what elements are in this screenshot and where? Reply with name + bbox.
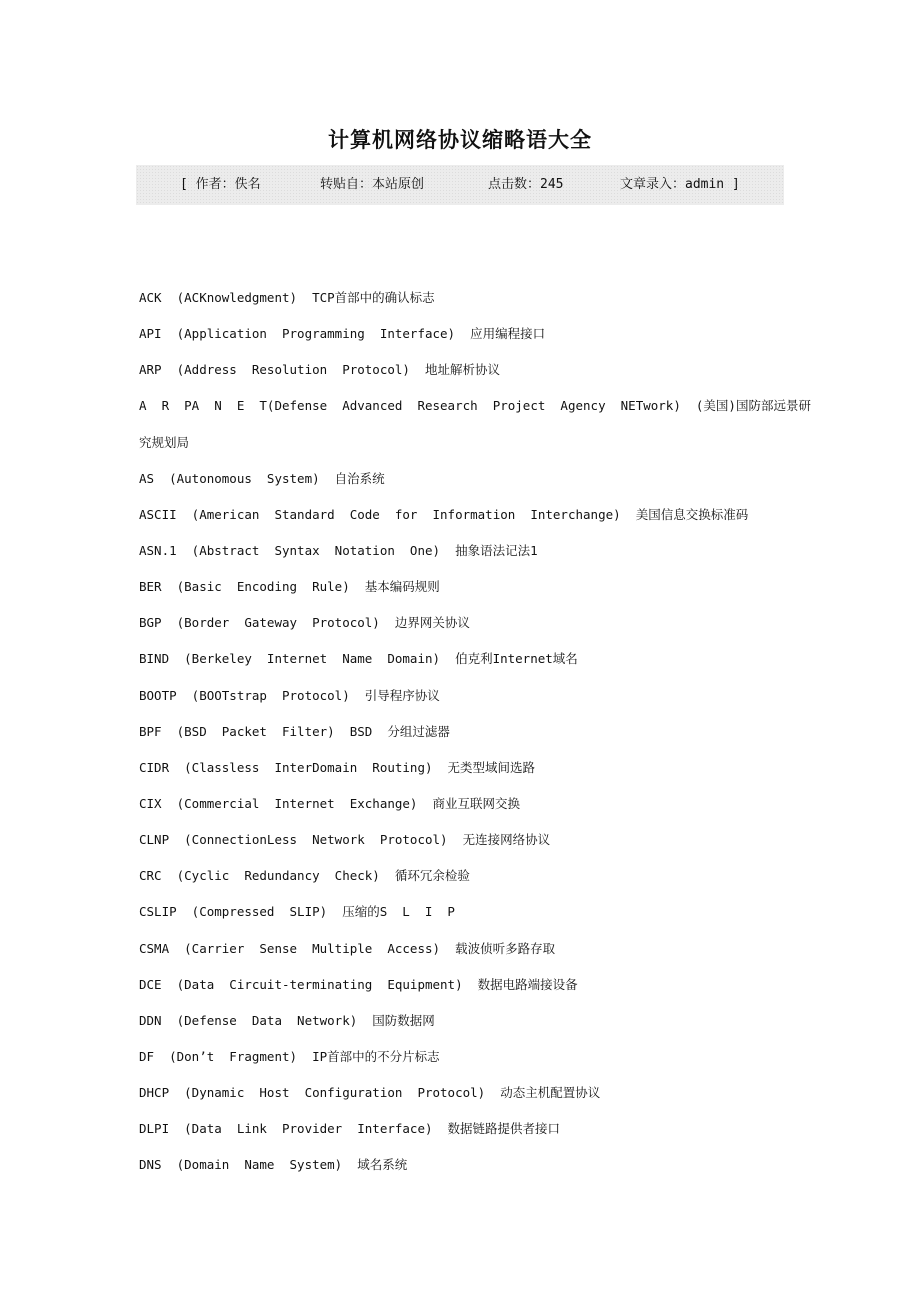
article-meta-bar xyxy=(136,165,784,205)
meta-clicks: 点击数：245 xyxy=(488,177,564,192)
abbreviation-list xyxy=(139,287,811,1191)
abbreviation-entry: DHCP (Dynamic Host Configuration Protocol) 动态主机配置协议 xyxy=(139,1085,601,1101)
abbreviation-entry: DNS (Domain Name System) 域名系统 xyxy=(139,1157,408,1173)
abbreviation-entry: CLNP (ConnectionLess Network Protocol) 无连接网络协议 xyxy=(139,832,551,848)
abbreviation-entry: API (Application Programming Interface) 应用编程接口 xyxy=(139,326,546,342)
abbreviation-entry: BOOTP (BOOTstrap Protocol) 引导程序协议 xyxy=(139,687,440,703)
abbreviation-entry: BPF (BSD Packet Filter) BSD 分组过滤器 xyxy=(139,723,450,739)
abbreviation-entry: DF (Don’t Fragment) IP首部中的不分片标志 xyxy=(139,1048,440,1064)
abbreviation-entry: BGP (Border Gateway Protocol) 边界网关协议 xyxy=(139,615,470,631)
abbreviation-entry: CIX (Commercial Internet Exchange) 商业互联网交换 xyxy=(139,795,521,811)
abbreviation-entry: DDN (Defense Data Network) 国防数据网 xyxy=(139,1012,435,1028)
meta-source: 转贴自：本站原创 xyxy=(320,177,425,192)
document-title: 计算机网络协议缩略语大全 xyxy=(328,128,592,152)
abbreviation-entry: CRC (Cyclic Redundancy Check) 循环冗余检验 xyxy=(139,868,470,884)
abbreviation-entry: ASN.1 (Abstract Syntax Notation One) 抽象语法记法1 xyxy=(139,542,538,558)
abbreviation-entry: DLPI (Data Link Provider Interface) 数据链路提供者接口 xyxy=(139,1121,561,1137)
abbreviation-entry: BIND (Berkeley Internet Name Domain) 伯克利Internet域名 xyxy=(139,651,578,667)
abbreviation-entry: ASCII (American Standard Code for Information Interchange) 美国信息交换标准码 xyxy=(139,506,749,522)
meta-editor: 文章录入：admin ] xyxy=(620,177,740,192)
meta-author: [ 作者：佚名 xyxy=(180,177,261,192)
abbreviation-entry: CIDR (Classless InterDomain Routing) 无类型域间选路 xyxy=(139,759,536,775)
abbreviation-entry: AS (Autonomous System) 自治系统 xyxy=(139,470,385,486)
abbreviation-entry: CSMA (Carrier Sense Multiple Access) 载波侦听多路存取 xyxy=(139,940,556,956)
abbreviation-entry: BER (Basic Encoding Rule) 基本编码规则 xyxy=(139,579,440,595)
abbreviation-entry: 究规划局 xyxy=(139,434,190,450)
abbreviation-entry: A R PA N E T(Defense Advanced Research Project Agency NETwork) (美国)国防部远景研 xyxy=(139,398,811,414)
abbreviation-entry: ACK (ACKnowledgment) TCP首部中的确认标志 xyxy=(139,290,435,305)
abbreviation-entry: DCE (Data Circuit-terminating Equipment) 数据电路端接设备 xyxy=(139,976,578,992)
abbreviation-entry: ARP (Address Resolution Protocol) 地址解析协议 xyxy=(139,362,500,378)
abbreviation-entry: CSLIP (Compressed SLIP) 压缩的S L I P xyxy=(139,904,455,920)
